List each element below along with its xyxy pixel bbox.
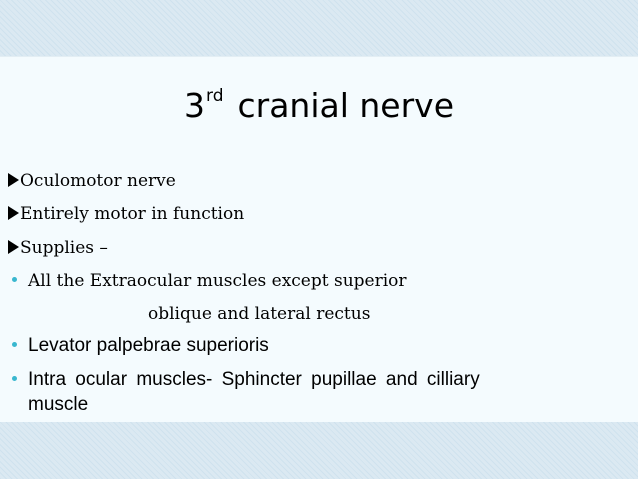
- arrow-bullet-icon: [8, 173, 19, 187]
- dot-bullet-icon: [12, 342, 17, 347]
- bullet-item: [8, 237, 108, 259]
- arrow-bullet-icon: [8, 240, 19, 254]
- title-suffix: cranial nerve: [237, 86, 454, 125]
- bullet-item: [8, 270, 407, 292]
- arrow-bullet-icon: [8, 206, 19, 220]
- dot-bullet-icon: [12, 277, 17, 282]
- bullet-text: oblique and lateral rectus: [148, 304, 371, 324]
- title-prefix: 3: [184, 86, 205, 125]
- bullet-text: All the Extraocular muscles except superior: [28, 271, 407, 291]
- bullet-item: [8, 170, 176, 192]
- bullet-text: muscle: [28, 394, 89, 415]
- slide-title: [0, 84, 638, 134]
- dot-bullet-icon: [12, 376, 17, 381]
- title-superscript: rd: [206, 86, 224, 106]
- top-stripe-band: [0, 0, 638, 57]
- bullet-continuation: [28, 394, 88, 416]
- bullet-item: [8, 203, 244, 225]
- bullet-text: Intra ocular muscles- Sphincter pupillae and cilliary: [28, 369, 480, 390]
- bullet-text: Entirely motor in function: [20, 204, 245, 224]
- bullet-text: Supplies –: [20, 238, 108, 258]
- bullet-continuation: [148, 303, 370, 325]
- bullet-text: Oculomotor nerve: [20, 171, 176, 191]
- bullet-text: Levator palpebrae superioris: [28, 335, 269, 356]
- bullet-item: [8, 369, 480, 391]
- bottom-stripe-band: [0, 422, 638, 479]
- bullet-item: [8, 335, 269, 357]
